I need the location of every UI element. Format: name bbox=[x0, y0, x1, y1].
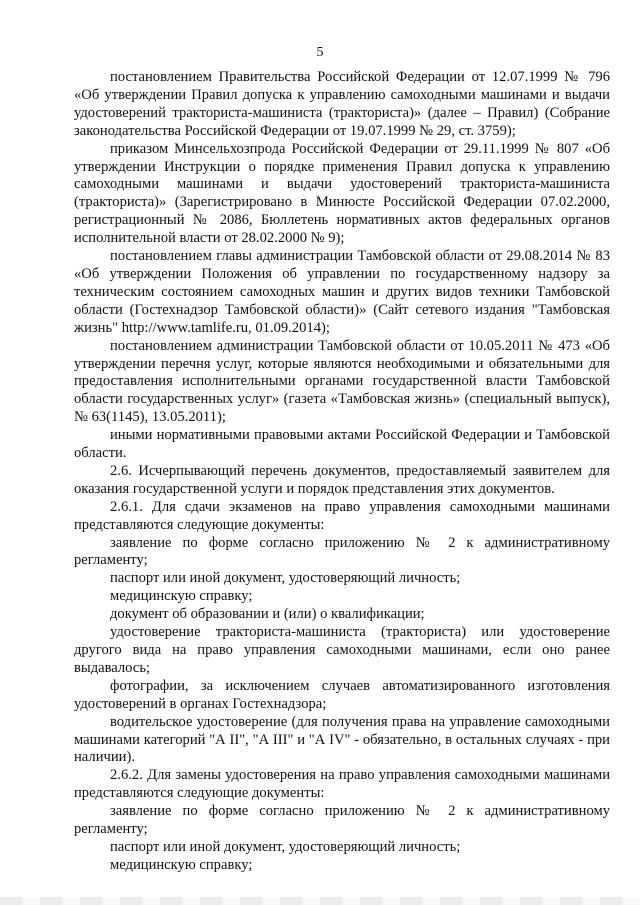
page-number: 5 bbox=[316, 45, 324, 60]
paragraph-other-acts: иными нормативными правовыми актами Российской Федерации и Тамбовской области. bbox=[74, 427, 610, 462]
list-item-photographs: фотографии, за исключением случаев автоматизированного изготовления удостоверений в органах Гостехнадзора; bbox=[74, 677, 610, 712]
list-item-driver-license: водительское удостоверение (для получения права на управление самоходными машинами категорий "А II", "А III" и "А IV" - обязательно, в остальных случаях - при наличии). bbox=[74, 713, 610, 766]
paragraph-section-2-6-1: 2.6.1. Для сдачи экзаменов на право управления самоходными машинами представляются следующие документы: bbox=[74, 498, 610, 533]
paragraph-order-807: приказом Минсельхозпрода Российской Федерации от 29.11.1999 № 807 «Об утверждении Инструкции о порядке применения Правил допуска к управлению самоходными машинами и выдачи удостоверений тракториста-машиниста (тракториста)» (Зарегистрировано в Минюсте Российской Федерации 07.02.2000, регистрационный № 2086, Бюллетень нормативных актов федеральных органов исполнительной власти от 28.02.2000 № 9); bbox=[74, 140, 610, 247]
document-body bbox=[74, 69, 610, 875]
scan-edge-artifact bbox=[0, 897, 640, 905]
list-item-passport: паспорт или иной документ, удостоверяющий личность; bbox=[110, 570, 461, 587]
list-item-application: заявление по форме согласно приложению № 2 к административному регламенту; bbox=[74, 534, 610, 569]
paragraph-section-2-6: 2.6. Исчерпывающий перечень документов, предоставляемый заявителем для оказания государственной услуги и порядок представления этих документов. bbox=[74, 462, 610, 497]
list-item-application: заявление по форме согласно приложению № 2 к административному регламенту; bbox=[74, 803, 610, 838]
list-item-education-document: документ об образовании и (или) о квалификации; bbox=[110, 606, 425, 623]
list-item-medical-certificate: медицинскую справку; bbox=[110, 588, 253, 605]
list-item-medical-certificate: медицинскую справку; bbox=[110, 856, 253, 873]
paragraph-section-2-6-2: 2.6.2. Для замены удостоверения на право управления самоходными машинами представляются следующие документы: bbox=[74, 767, 610, 802]
paragraph-decree-473: постановлением администрации Тамбовской области от 10.05.2011 № 473 «Об утверждении перечня услуг, которые являются необходимыми и обязательными для предоставления исполнительными органами государственной власти Тамбовской области государственных услуг» (газета «Тамбовская жизнь» (специальный выпуск), № 63(1145), 13.05.2011); bbox=[74, 337, 610, 426]
list-item-tractor-license: удостоверение тракториста-машиниста (тракториста) или удостоверение другого вида на право управления самоходными машинами, если оно ранее выдавалось; bbox=[74, 624, 610, 676]
paragraph-decree-796: постановлением Правительства Российской Федерации от 12.07.1999 № 796 «Об утверждении Правил допуска к управлению самоходными машинами и выдачи удостоверений тракториста-машиниста (тракториста)» (далее – Правил) (Собрание законодательства Российской Федерации от 19.07.1999 № 29, ст. 3759); bbox=[74, 69, 610, 139]
list-item-passport: паспорт или иной документ, удостоверяющий личность; bbox=[110, 838, 461, 855]
paragraph-decree-83: постановлением главы администрации Тамбовской области от 29.08.2014 № 83 «Об утверждении Положения об управлении по государственному надзору за техническим состоянием самоходных машин и других видов техники Тамбовской области (Гостехнадзор Тамбовской области)» (Сайт сетевого издания "Тамбовская жизнь" http://www.tamlife.ru, 01.09.2014); bbox=[74, 248, 610, 336]
